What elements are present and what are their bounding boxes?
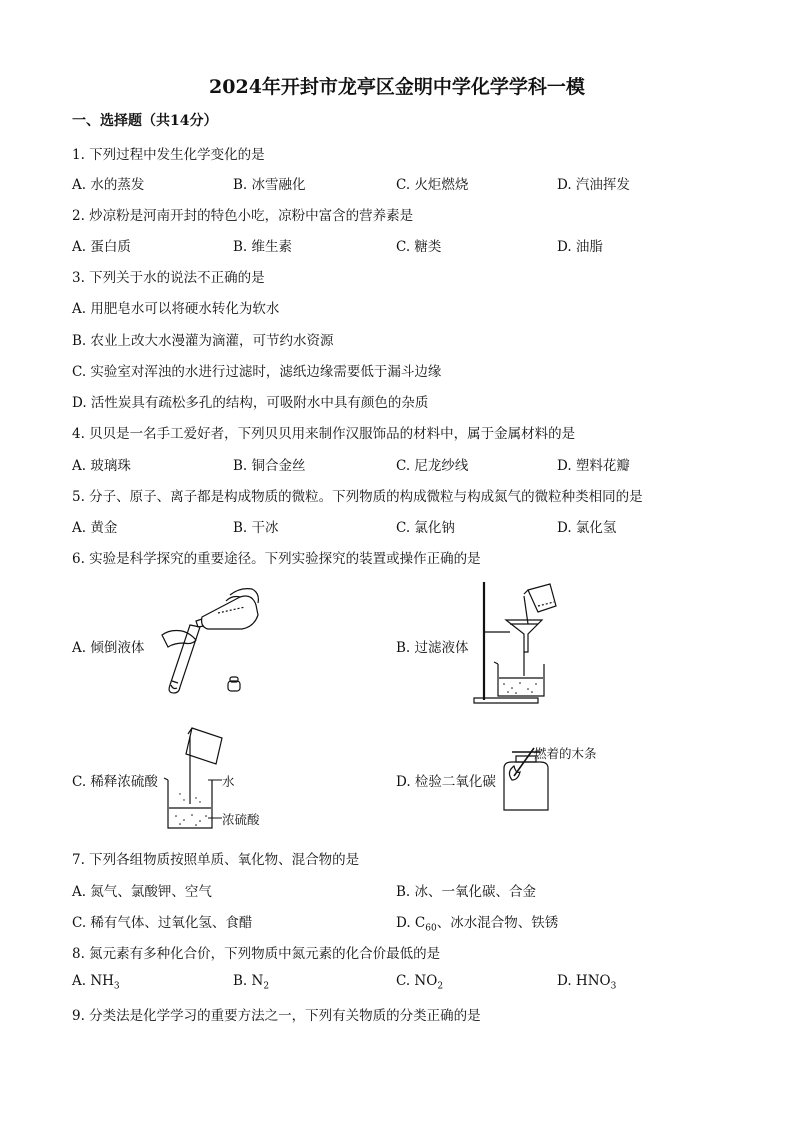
q8-c-formula: C. NO	[396, 973, 438, 989]
question-8-stem: 8. 氮元素有多种化合价，下列物质中氮元素的化合价最低的是	[72, 946, 441, 962]
q5-option-a[interactable]: A. 黄金	[72, 520, 118, 536]
question-9-stem: 9. 分类法是化学学习的重要方法之一，下列有关物质的分类正确的是	[72, 1008, 481, 1024]
filtration-illustration	[472, 580, 567, 706]
q7-d-prefix: D. C	[396, 915, 426, 931]
q2-option-c[interactable]: C. 糖类	[396, 239, 442, 255]
water-label: 水	[222, 774, 235, 789]
q2-option-d[interactable]: D. 油脂	[557, 239, 603, 255]
q4-option-a[interactable]: A. 玻璃珠	[72, 458, 131, 474]
q8-d-subscript: 3	[610, 981, 617, 992]
question-3-stem: 3. 下列关于水的说法不正确的是	[72, 270, 265, 286]
q8-option-d[interactable]	[557, 973, 616, 992]
q6-option-d[interactable]: D. 检验二氧化碳	[396, 774, 496, 790]
question-4-stem: 4. 贝贝是一名手工爱好者，下列贝贝用来制作汉服饰品的材料中，属于金属材料的是	[72, 426, 576, 442]
q1-option-d[interactable]: D. 汽油挥发	[557, 177, 630, 193]
question-1-stem: 1. 下列过程中发生化学变化的是	[72, 147, 265, 163]
q1-option-a[interactable]: A. 水的蒸发	[72, 177, 145, 193]
q3-option-b[interactable]: B. 农业上改大水漫灌为滴灌，可节约水资源	[72, 333, 334, 349]
q2-option-b[interactable]: B. 维生素	[233, 239, 293, 255]
acid-leader-line	[208, 816, 222, 820]
acid-label: 浓硫酸	[222, 812, 260, 827]
q8-d-formula: D. HNO	[557, 973, 611, 989]
q5-option-b[interactable]: B. 干冰	[233, 520, 279, 536]
q6-option-a[interactable]: A. 倾倒液体	[72, 640, 145, 656]
section-heading: 一、选择题（共14分）	[72, 113, 218, 129]
q7-d-suffix: 、冰水混合物、铁锈	[436, 915, 559, 931]
burning-stick-label: 燃着的木条	[534, 746, 597, 761]
question-6-stem: 6. 实验是科学探究的重要途径。下列实验探究的装置或操作正确的是	[72, 551, 481, 567]
q1-option-b[interactable]: B. 冰雪融化	[233, 177, 306, 193]
question-2-stem: 2. 炒凉粉是河南开封的特色小吃，凉粉中富含的营养素是	[72, 208, 414, 224]
q6-option-c[interactable]: C. 稀释浓硫酸	[72, 774, 158, 790]
q5-option-d[interactable]: D. 氯化氢	[557, 520, 617, 536]
q4-option-d[interactable]: D. 塑料花瓣	[557, 458, 630, 474]
q7-option-d[interactable]	[396, 911, 558, 934]
water-leader-line	[208, 778, 222, 782]
q8-c-subscript: 2	[437, 981, 444, 992]
q7-option-a[interactable]: A. 氮气、氯酸钾、空气	[72, 884, 212, 900]
q4-option-c[interactable]: C. 尼龙纱线	[396, 458, 469, 474]
q3-option-d[interactable]: D. 活性炭具有疏松多孔的结构，可吸附水中具有颜色的杂质	[72, 395, 429, 411]
q8-a-formula: A. NH	[72, 973, 114, 989]
q7-d-subscript: 60	[425, 923, 437, 934]
q3-option-a[interactable]: A. 用肥皂水可以将硬水转化为软水	[72, 301, 280, 317]
question-7-stem: 7. 下列各组物质按照单质、氧化物、混合物的是	[72, 852, 360, 868]
q8-b-subscript: 2	[263, 981, 270, 992]
question-5-stem: 5. 分子、原子、离子都是构成物质的微粒。下列物质的构成微粒与构成氮气的微粒种类相同的是	[72, 489, 643, 505]
q8-b-formula: B. N	[233, 973, 264, 989]
q1-option-c[interactable]: C. 火炬燃烧	[396, 177, 469, 193]
q8-option-c[interactable]	[396, 973, 443, 992]
q3-option-c[interactable]: C. 实验室对浑浊的水进行过滤时，滤纸边缘需要低于漏斗边缘	[72, 364, 442, 380]
q8-a-subscript: 3	[113, 981, 120, 992]
q8-option-a[interactable]	[72, 973, 120, 992]
q5-option-c[interactable]: C. 氯化钠	[396, 520, 455, 536]
q8-option-b[interactable]	[233, 973, 269, 992]
q7-option-c[interactable]: C. 稀有气体、过氧化氢、食醋	[72, 915, 253, 931]
q4-option-b[interactable]: B. 铜合金丝	[233, 458, 306, 474]
q2-option-a[interactable]: A. 蛋白质	[72, 239, 131, 255]
q6-option-b[interactable]: B. 过滤液体	[396, 640, 469, 656]
pouring-liquid-illustration	[160, 585, 270, 697]
q7-option-b[interactable]: B. 冰、一氧化碳、合金	[396, 884, 537, 900]
page-title: 2024年开封市龙亭区金明中学化学学科一模	[209, 76, 585, 98]
